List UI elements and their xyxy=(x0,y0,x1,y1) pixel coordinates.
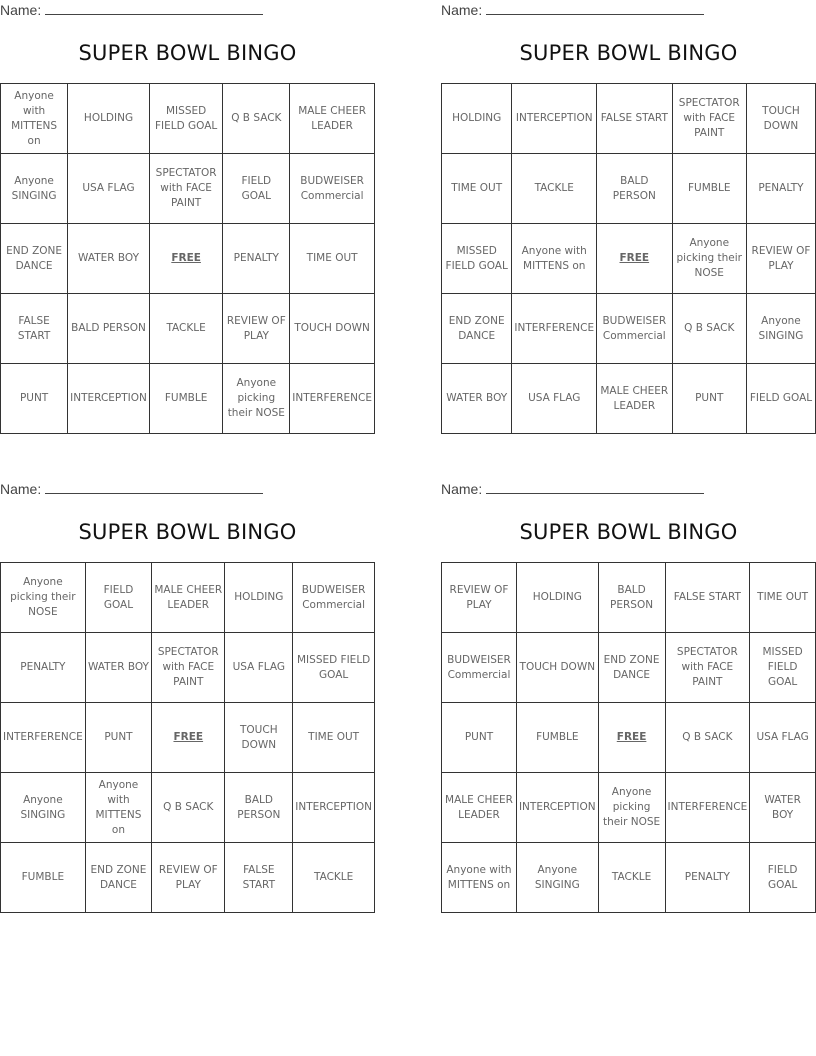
bingo-row xyxy=(442,703,816,773)
bingo-cell[interactable]: USA FLAG xyxy=(225,633,293,703)
bingo-cell[interactable]: USA FLAG xyxy=(512,364,597,434)
bingo-row xyxy=(442,633,816,703)
bingo-row xyxy=(442,563,816,633)
bingo-cell[interactable]: Anyone SINGING xyxy=(516,843,598,913)
bingo-cell[interactable]: INTERCEPTION xyxy=(516,773,598,843)
name-label: Name: xyxy=(0,2,42,18)
bingo-row xyxy=(442,294,816,364)
card-title: SUPER BOWL BINGO xyxy=(519,41,738,65)
bingo-card xyxy=(0,0,375,440)
bingo-cell[interactable]: PENALTY xyxy=(1,633,86,703)
bingo-cell[interactable]: MISSED FIELD GOAL xyxy=(149,84,222,154)
card-title: SUPER BOWL BINGO xyxy=(78,520,297,544)
bingo-row xyxy=(442,154,816,224)
bingo-cell[interactable]: USA FLAG xyxy=(750,703,816,773)
bingo-row xyxy=(1,843,375,913)
bingo-cell[interactable]: Anyone with MITTENS on xyxy=(442,843,517,913)
bingo-row xyxy=(1,364,375,434)
bingo-cell[interactable]: BUDWEISER Commercial xyxy=(597,294,672,364)
bingo-card xyxy=(441,479,816,919)
bingo-cell[interactable]: FALSE START xyxy=(1,294,68,364)
bingo-cell[interactable]: HOLDING xyxy=(68,84,150,154)
bingo-cell[interactable]: TIME OUT xyxy=(750,563,816,633)
bingo-cell[interactable]: BUDWEISER Commercial xyxy=(442,633,517,703)
bingo-cell[interactable]: WATER BOY xyxy=(442,364,512,434)
bingo-row xyxy=(1,703,375,773)
bingo-cell[interactable]: FUMBLE xyxy=(149,364,222,434)
bingo-cell[interactable]: REVIEW OF PLAY xyxy=(442,563,517,633)
bingo-cell[interactable]: HOLDING xyxy=(516,563,598,633)
bingo-row xyxy=(442,364,816,434)
bingo-cell[interactable]: REVIEW OF PLAY xyxy=(746,224,815,294)
bingo-cell[interactable]: TACKLE xyxy=(149,294,222,364)
bingo-cell[interactable]: SPECTATOR with FACE PAINT xyxy=(149,154,222,224)
bingo-cell[interactable]: FUMBLE xyxy=(516,703,598,773)
card-title: SUPER BOWL BINGO xyxy=(78,41,297,65)
bingo-row xyxy=(1,563,375,633)
bingo-cell[interactable]: Q B SACK xyxy=(223,84,290,154)
bingo-cell[interactable]: Anyone picking their NOSE xyxy=(1,563,86,633)
bingo-cell[interactable]: REVIEW OF PLAY xyxy=(223,294,290,364)
bingo-cell[interactable]: MALE CHEER LEADER xyxy=(290,84,375,154)
bingo-row xyxy=(442,773,816,843)
name-field[interactable] xyxy=(441,479,704,499)
bingo-cell[interactable]: TOUCH DOWN xyxy=(225,703,293,773)
bingo-cell[interactable]: INTERFERENCE xyxy=(665,773,750,843)
bingo-cell[interactable]: TOUCH DOWN xyxy=(290,294,375,364)
bingo-cell[interactable]: Anyone SINGING xyxy=(746,294,815,364)
bingo-cell[interactable]: USA FLAG xyxy=(68,154,150,224)
free-space-cell[interactable]: FREE xyxy=(598,703,665,773)
bingo-cell[interactable]: TOUCH DOWN xyxy=(516,633,598,703)
name-blank-line[interactable] xyxy=(486,480,704,494)
bingo-cell[interactable]: PENALTY xyxy=(665,843,750,913)
bingo-cell[interactable]: PUNT xyxy=(1,364,68,434)
bingo-cell[interactable]: FUMBLE xyxy=(672,154,746,224)
bingo-grid xyxy=(441,83,816,434)
bingo-row xyxy=(1,154,375,224)
bingo-cell[interactable]: MALE CHEER LEADER xyxy=(442,773,517,843)
bingo-cell[interactable]: MISSED FIELD GOAL xyxy=(293,633,375,703)
bingo-cell[interactable]: Q B SACK xyxy=(672,294,746,364)
bingo-row xyxy=(1,773,375,843)
bingo-cell[interactable]: Anyone SINGING xyxy=(1,154,68,224)
bingo-row xyxy=(442,224,816,294)
bingo-cell[interactable]: BALD PERSON xyxy=(597,154,672,224)
bingo-cell[interactable]: HOLDING xyxy=(225,563,293,633)
free-space-cell[interactable]: FREE xyxy=(597,224,672,294)
bingo-cell[interactable]: Anyone SINGING xyxy=(1,773,86,843)
bingo-row xyxy=(442,84,816,154)
bingo-cell[interactable]: Anyone with MITTENS on xyxy=(1,84,68,154)
name-blank-line[interactable] xyxy=(45,1,263,15)
name-field[interactable] xyxy=(0,479,263,499)
bingo-grid xyxy=(0,562,375,913)
name-blank-line[interactable] xyxy=(486,1,704,15)
bingo-cell[interactable]: SPECTATOR with FACE PAINT xyxy=(152,633,225,703)
bingo-cell[interactable]: BALD PERSON xyxy=(598,563,665,633)
bingo-cell[interactable]: PUNT xyxy=(442,703,517,773)
bingo-cell[interactable]: END ZONE DANCE xyxy=(442,294,512,364)
bingo-cell[interactable]: FALSE START xyxy=(665,563,750,633)
bingo-cell[interactable]: WATER BOY xyxy=(750,773,816,843)
bingo-cell[interactable]: TACKLE xyxy=(293,843,375,913)
bingo-cell[interactable]: TACKLE xyxy=(512,154,597,224)
bingo-cell[interactable]: PUNT xyxy=(672,364,746,434)
bingo-cell[interactable]: MISSED FIELD GOAL xyxy=(750,633,816,703)
bingo-cell[interactable]: BUDWEISER Commercial xyxy=(293,563,375,633)
bingo-cell[interactable]: INTERCEPTION xyxy=(68,364,150,434)
bingo-cell[interactable]: MALE CHEER LEADER xyxy=(597,364,672,434)
bingo-cell[interactable]: FALSE START xyxy=(225,843,293,913)
bingo-cell[interactable]: BALD PERSON xyxy=(68,294,150,364)
bingo-grid xyxy=(441,562,816,913)
bingo-row xyxy=(1,633,375,703)
free-space-cell[interactable]: FREE xyxy=(149,224,222,294)
bingo-cell[interactable]: WATER BOY xyxy=(68,224,150,294)
bingo-cell[interactable]: HOLDING xyxy=(442,84,512,154)
bingo-cell[interactable]: SPECTATOR with FACE PAINT xyxy=(665,633,750,703)
bingo-cell[interactable]: FIELD GOAL xyxy=(223,154,290,224)
bingo-cell[interactable]: TIME OUT xyxy=(290,224,375,294)
bingo-cell[interactable]: END ZONE DANCE xyxy=(85,843,151,913)
bingo-cell[interactable]: END ZONE DANCE xyxy=(1,224,68,294)
card-title: SUPER BOWL BINGO xyxy=(519,520,738,544)
bingo-cell[interactable]: END ZONE DANCE xyxy=(598,633,665,703)
name-label: Name: xyxy=(441,481,483,497)
name-field[interactable] xyxy=(0,0,263,20)
bingo-row xyxy=(1,224,375,294)
bingo-cell[interactable]: TIME OUT xyxy=(293,703,375,773)
bingo-cell[interactable]: MISSED FIELD GOAL xyxy=(442,224,512,294)
bingo-cell[interactable]: Anyone with MITTENS on xyxy=(85,773,151,843)
bingo-card xyxy=(0,479,375,919)
name-blank-line[interactable] xyxy=(45,480,263,494)
bingo-card xyxy=(441,0,816,440)
bingo-cell[interactable]: INTERCEPTION xyxy=(293,773,375,843)
bingo-cell[interactable]: Anyone picking their NOSE xyxy=(223,364,290,434)
bingo-cell[interactable]: INTERFERENCE xyxy=(512,294,597,364)
bingo-cell[interactable]: INTERCEPTION xyxy=(512,84,597,154)
bingo-cell[interactable]: Anyone with MITTENS on xyxy=(512,224,597,294)
bingo-cell[interactable]: PENALTY xyxy=(746,154,815,224)
bingo-cell[interactable]: Anyone picking their NOSE xyxy=(598,773,665,843)
bingo-cell[interactable]: FUMBLE xyxy=(1,843,86,913)
bingo-grid xyxy=(0,83,375,434)
bingo-cell[interactable]: MALE CHEER LEADER xyxy=(152,563,225,633)
bingo-cell[interactable]: INTERFERENCE xyxy=(290,364,375,434)
bingo-row xyxy=(1,294,375,364)
name-label: Name: xyxy=(0,481,42,497)
bingo-cell[interactable]: Q B SACK xyxy=(665,703,750,773)
bingo-cell[interactable]: Anyone picking their NOSE xyxy=(672,224,746,294)
free-space-cell[interactable]: FREE xyxy=(152,703,225,773)
bingo-cell[interactable]: INTERFERENCE xyxy=(1,703,86,773)
bingo-row xyxy=(1,84,375,154)
bingo-cell[interactable]: Q B SACK xyxy=(152,773,225,843)
bingo-cell[interactable]: TACKLE xyxy=(598,843,665,913)
bingo-cell[interactable]: REVIEW OF PLAY xyxy=(152,843,225,913)
bingo-cell[interactable]: FIELD GOAL xyxy=(85,563,151,633)
name-field[interactable] xyxy=(441,0,704,20)
bingo-cell[interactable]: WATER BOY xyxy=(85,633,151,703)
bingo-cell[interactable]: FIELD GOAL xyxy=(750,843,816,913)
bingo-cell[interactable]: TOUCH DOWN xyxy=(746,84,815,154)
bingo-cell[interactable]: PUNT xyxy=(85,703,151,773)
bingo-row xyxy=(442,843,816,913)
bingo-cell[interactable]: SPECTATOR with FACE PAINT xyxy=(672,84,746,154)
bingo-cell[interactable]: TIME OUT xyxy=(442,154,512,224)
bingo-cell[interactable]: BALD PERSON xyxy=(225,773,293,843)
bingo-cell[interactable]: FIELD GOAL xyxy=(746,364,815,434)
name-label: Name: xyxy=(441,2,483,18)
bingo-cell[interactable]: FALSE START xyxy=(597,84,672,154)
bingo-cell[interactable]: PENALTY xyxy=(223,224,290,294)
bingo-cell[interactable]: BUDWEISER Commercial xyxy=(290,154,375,224)
